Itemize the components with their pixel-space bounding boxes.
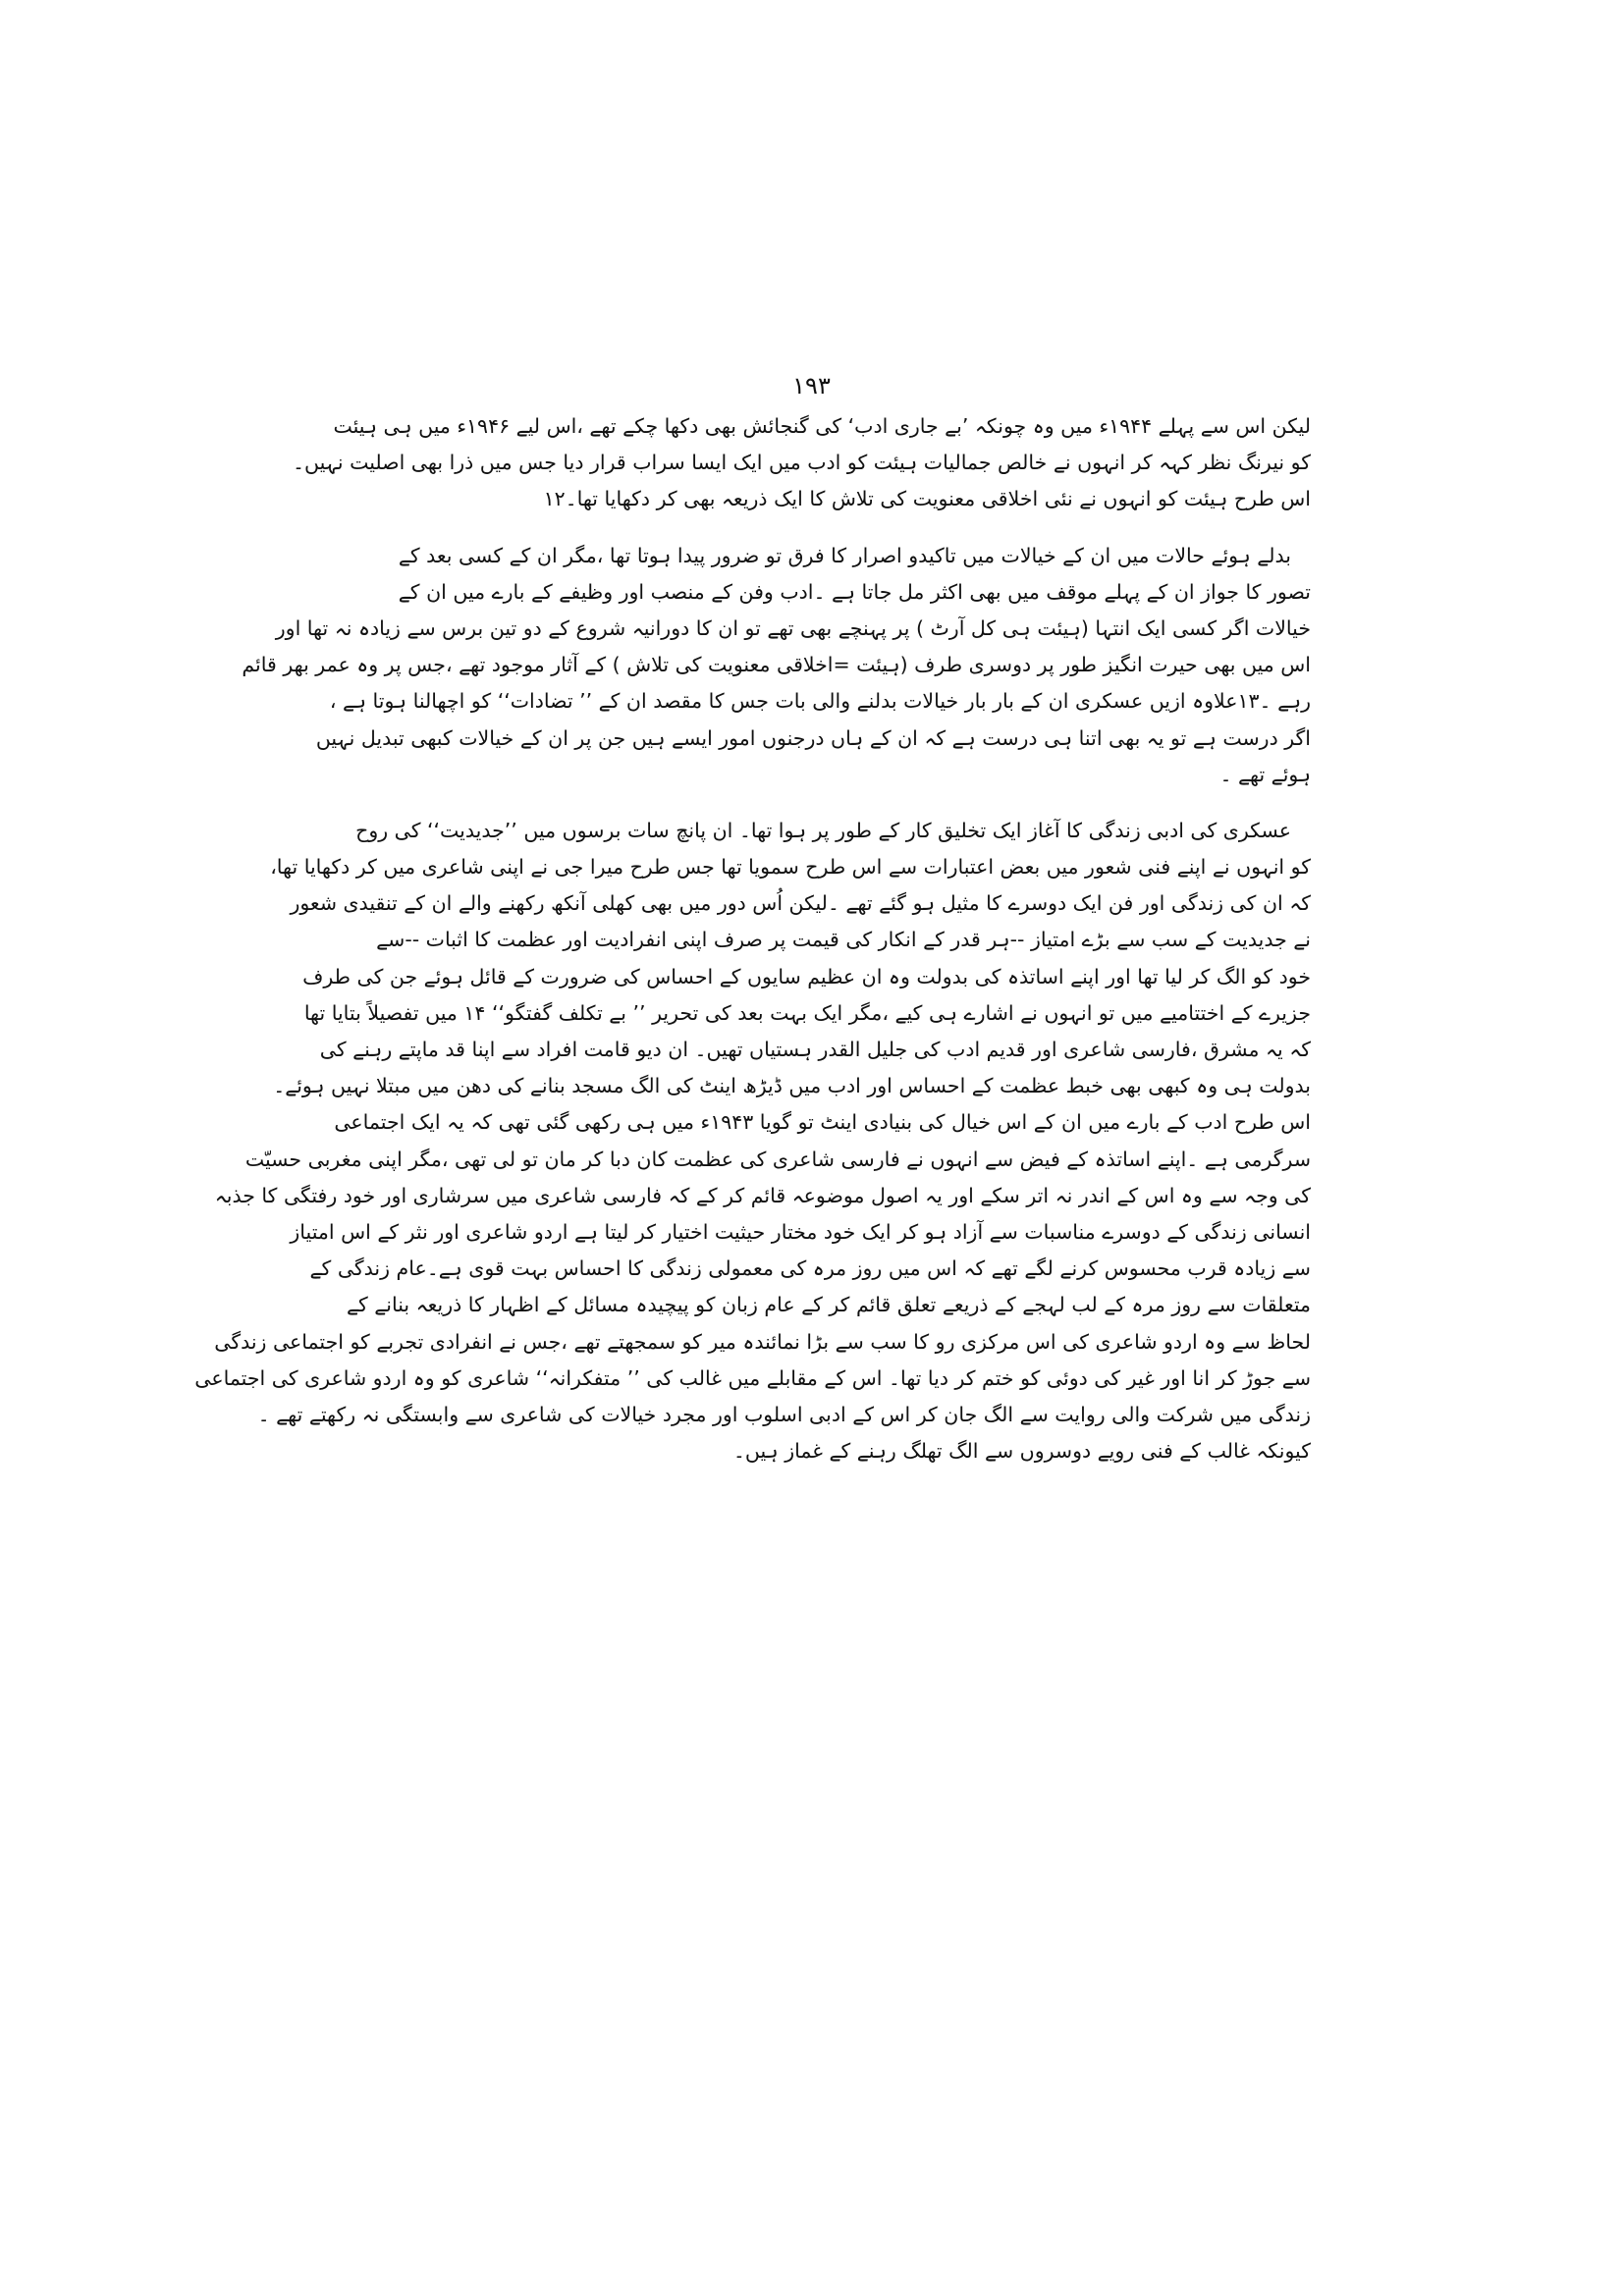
text-line: کہ ان کی زندگی اور فن ایک دوسرے کا مثیل ہو گئے تھے ۔لیکن اُس دور میں بھی کھلی آنکھ رکھنے والے ان کے تنقیدی شعور bbox=[290, 891, 1311, 916]
text-line: اس طرح ادب کے بارے میں ان کے اس خیال کی بنیادی اینٹ تو گویا ۱۹۴۳ء میں ہی رکھی گئی تھی کہ یہ ایک اجتماعی bbox=[334, 1110, 1311, 1135]
text-line: تصور کا جواز ان کے پہلے موقف میں بھی اکثر مل جاتا ہے ۔ادب وفن کے منصب اور وظیفے کے بارے میں ان کے bbox=[398, 579, 1311, 604]
text-line: کو نیرنگ نظر کہہ کر انہوں نے خالص جمالیات ہیئت کو ادب میں ایک ایسا سراب قرار دیا جس میں ذرا بھی اصلیت نہیں۔ bbox=[293, 451, 1311, 475]
text-line: عسکری کی ادبی زندگی کا آغاز ایک تخلیق کار کے طور پر ہوا تھا۔ ان پانچ سات برسوں میں ’’جدیدیت‘‘ کی روح bbox=[355, 818, 1291, 842]
text-line: کیونکہ غالب کے فنی رویے دوسروں سے الگ تھلگ رہنے کے غماز ہیں۔ bbox=[732, 1439, 1311, 1464]
text-line: خیالات اگر کسی ایک انتہا (ہیئت ہی کل آرٹ ) پر پہنچے بھی تھے تو ان کا دورانیہ شروع کے دو تین برس سے زیادہ نہ تھا اور bbox=[275, 615, 1311, 640]
page-number: ۱۹۳ bbox=[792, 372, 831, 400]
text-line: کو انہوں نے اپنے فنی شعور میں بعض اعتبارات سے اس طرح سمویا تھا جس طرح میرا جی نے اپنی شاعری میں کر دکھایا تھا، bbox=[270, 855, 1311, 880]
text-line: متعلقات سے روز مرہ کے لب لہجے کے ذریعے تعلق قائم کر کے عام زبان کو پیچیدہ مسائل کے اظہار کا ذریعہ بنانے کے bbox=[346, 1293, 1311, 1317]
text-line: نے جدیدیت کے سب سے بڑے امتیاز --ہر قدر کے انکار کی قیمت پر صرف اپنی انفرادیت اور عظمت کا اثبات --سے bbox=[376, 928, 1311, 952]
text-line: کی وجہ سے وہ اس کے اندر نہ اتر سکے اور یہ اصول موضوعہ قائم کر کے کہ فارسی شاعری میں سرشاری اور خود رفتگی کا جذبہ bbox=[214, 1183, 1311, 1207]
text-line: سے جوڑ کر انا اور غیر کی دوئی کو ختم کر دیا تھا۔ اس کے مقابلے میں غالب کی ’’ متفکرانہ‘‘ شاعری کو وہ اردو شاعری کی اجتماعی bbox=[194, 1365, 1311, 1390]
text-line: بدلے ہوئے حالات میں ان کے خیالات میں تاکیدو اصرار کا فرق تو ضرور پیدا ہوتا تھا ،مگر ان کے کسی بعد کے bbox=[398, 543, 1291, 567]
text-line: اس میں بھی حیرت انگیز طور پر دوسری طرف (ہیئت =اخلاقی معنویت کی تلاش ) کے آثار موجود تھے ،جس پر وہ عمر بھر قائم bbox=[242, 653, 1311, 677]
paragraph bbox=[242, 538, 1311, 793]
text-line: لیکن اس سے پہلے ۱۹۴۴ء میں وہ چونکہ ’بے جاری ادب‘ کی گنجائش بھی دکھا چکے تھے ،اس لیے ۱۹۴۶ء میں ہی ہیئت bbox=[333, 414, 1311, 438]
text-line: انسانی زندگی کے دوسرے مناسبات سے آزاد ہو کر ایک خود مختار حیثیت اختیار کر لیتا ہے اردو شاعری اور نثر کے اس امتیاز bbox=[290, 1219, 1311, 1244]
text-line: زندگی میں شرکت والی روایت سے الگ جان کر اس کے ادبی اسلوب اور مجرد خیالات کی شاعری سے وابستگی نہ رکھتے تھے ۔ bbox=[257, 1402, 1311, 1426]
paragraph bbox=[194, 813, 1311, 1469]
text-line: سرگرمی ہے ۔اپنے اساتذہ کے فیض سے انہوں نے فارسی شاعری کی عظمت کان دبا کر مان تو لی تھی ،مگر اپنی مغربی حسیّت bbox=[244, 1147, 1311, 1171]
text-line: لحاظ سے وہ اردو شاعری کی اس مرکزی رو کا سب سے بڑا نمائندہ میر کو سمجھتے تھے ،جس نے انفرادی تجربے کو اجتماعی زندگی bbox=[214, 1329, 1311, 1354]
text-line: ہوئے تھے ۔ bbox=[1219, 762, 1311, 786]
paragraph bbox=[293, 408, 1311, 518]
text-line: جزیرے کے اختتامیے میں تو انہوں نے اشارے ہی کیے ،مگر ایک بہت بعد کی تحریر ’’ بے تکلف گفتگو‘‘ ۱۴ میں تفصیلاً بتایا تھا bbox=[303, 1000, 1311, 1025]
text-line: بدولت ہی وہ کبھی بھی خبط عظمت کے احساس اور ادب میں ڈیڑھ اینٹ کی الگ مسجد بنانے کی دھن میں مبتلا نہیں ہوئے۔ bbox=[273, 1074, 1311, 1098]
text-line: خود کو الگ کر لیا تھا اور اپنے اساتذہ کی بدولت وہ ان عظیم سایوں کے احساس کی ضرورت کے قائل ہوئے جن کی طرف bbox=[302, 964, 1311, 988]
text-line: رہے ۔۱۳علاوہ ازیں عسکری ان کے بار بار خیالات بدلنے والی بات جس کا مقصد ان کے ’’ تضادات‘‘ کو اچھالنا ہوتا ہے ، bbox=[329, 689, 1311, 714]
text-line: سے زیادہ قرب محسوس کرنے لگے تھے کہ اس میں روز مرہ کی معمولی زندگی کا احساس بہت قوی ہے۔عام زندگی کے bbox=[309, 1256, 1311, 1281]
text-line: کہ یہ مشرق ،فارسی شاعری اور قدیم ادب کی جلیل القدر ہستیاں تھیں۔ ان دیو قامت افراد سے اپنا قد ماپتے رہنے کی bbox=[319, 1038, 1311, 1061]
text-line: اس طرح ہیئت کو انہوں نے نئی اخلاقی معنویت کی تلاش کا ایک ذریعہ بھی کر دکھایا تھا۔۱۲ bbox=[543, 487, 1311, 511]
text-line: اگر درست ہے تو یہ بھی اتنا ہی درست ہے کہ ان کے ہاں درجنوں امور ایسے ہیں جن پر ان کے خیالات کبھی تبدیل نہیں bbox=[315, 725, 1311, 750]
body-text bbox=[194, 408, 1311, 1469]
